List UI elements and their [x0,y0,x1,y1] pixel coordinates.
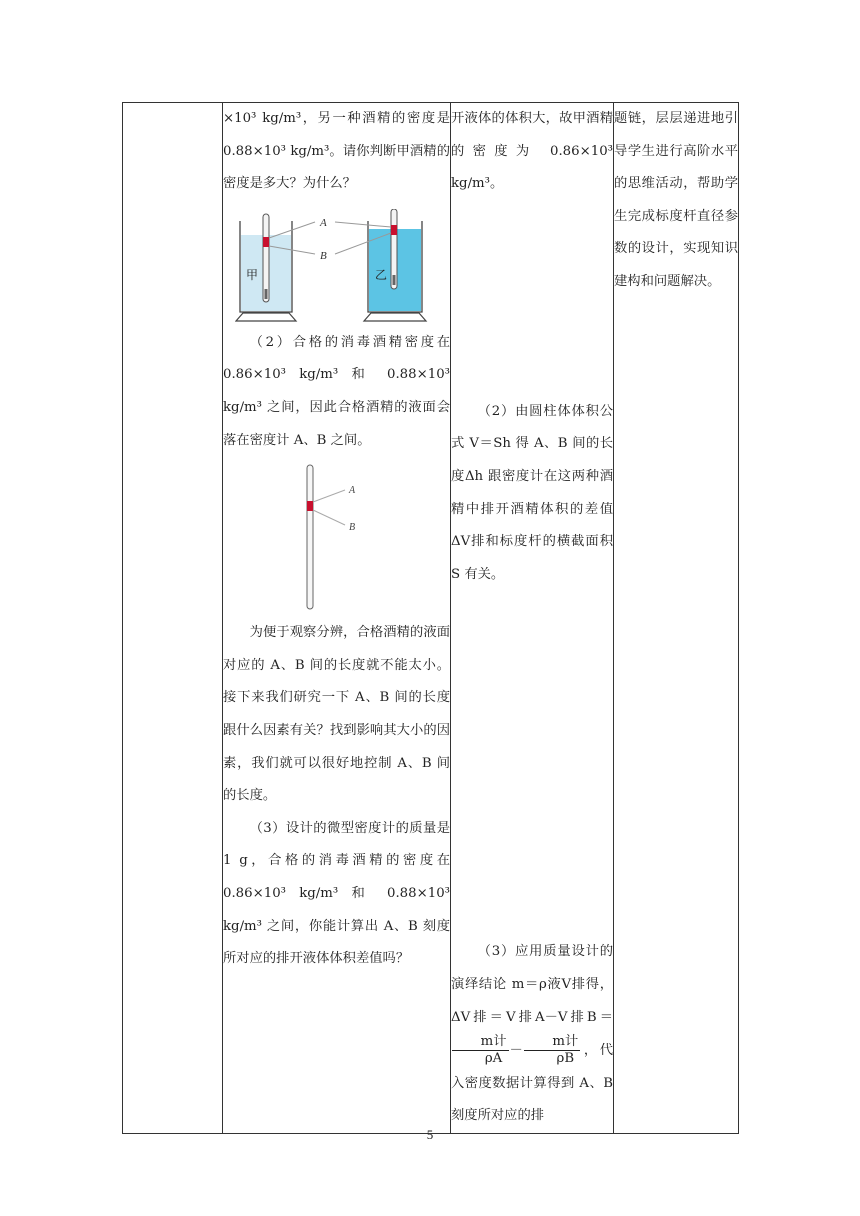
two-beakers-figure [235,209,435,327]
col-stage-cell [123,103,223,1134]
paragraph-intent: 题链，层层递进地引导学生进行高阶水平的思维活动，帮助学生完成标度杆直径参数的设计，实现知识建构和问题解决。 [614,111,738,289]
label-a: A [320,216,327,229]
fraction-b: $\frac{\text{m计}}{\rho B}$ [524,1034,581,1067]
paragraph-question-1: ×10³ kg/m³，另一种酒精的密度是 0.88×10³ kg/m³。请你判断甲酒精的密度是多大？为什么？ [223,111,450,192]
hydrometer-right-marker [391,225,397,235]
paragraph-qualified-range: （2）合格的消毒酒精密度在 0.86×10³ kg/m³ 和 0.88×10³ kg/m³ 之间，因此合格酒精的液面会落在密度计 A、B 之间。 [223,334,450,448]
hydrometer-left-marker [263,237,269,247]
label-a: A [349,485,356,497]
paragraph-answer-1: 开液体的体积大，故甲酒精的密度为 0.86×10³ kg/m³。 [451,111,613,192]
beaker-right-base [364,313,426,321]
student-activity-cell [451,103,614,1134]
page-number: 5 [426,1127,434,1142]
beaker-left-label: 甲 [246,267,259,282]
fraction-a: $\frac{\text{m计}}{\rho A}$ [452,1034,509,1067]
hydrometer-marker [307,501,313,511]
paragraph-question-3: （3）设计的微型密度计的质量是 1 g，合格的消毒酒精的密度在 0.86×10³ kg/m³ 和 0.88×10³ kg/m³ 之间，你能计算出 A、B 刻度所对应的排开液体体积差值吗？ [223,820,450,967]
label-b: B [320,249,327,262]
beaker-right-label: 乙 [375,267,388,282]
teacher-activity-cell [223,103,451,1134]
hydrometer-figure [287,463,367,613]
paragraph-length-factors: 为便于观察分辨，合格酒精的液面对应的 A、B 间的长度就不能太小。接下来我们研究一下 A、B 间的长度跟什么因素有关？找到影响其大小的因素，我们就可以很好地控制 A、B 间的长度。 [223,625,450,804]
design-intent-cell [614,103,739,1134]
table-row [123,103,739,1134]
label-b: B [349,522,356,534]
paragraph-answer-3: （3）应用质量设计的演绎结论 m＝ρ液V排得，ΔV排＝V排A－V排B＝ $\frac{\text{m计}}{\rho A}$ － $\frac{\text{m计}}{\rho B}$ ，代入密度数据计算得到 A、B 刻度所对应的排 [451,944,613,1124]
hydrometer-left [263,214,269,302]
lesson-table [122,102,739,1134]
hydrometer-rod [307,465,313,609]
paragraph-answer-2: （2）由圆柱体体积公式 V＝Sh 得 A、B 间的长度Δh 跟密度计在这两种酒精中排开酒精体积的差值ΔV排和标度杆的横截面积 S 有关。 [451,403,613,582]
beaker-left-base [236,313,296,321]
